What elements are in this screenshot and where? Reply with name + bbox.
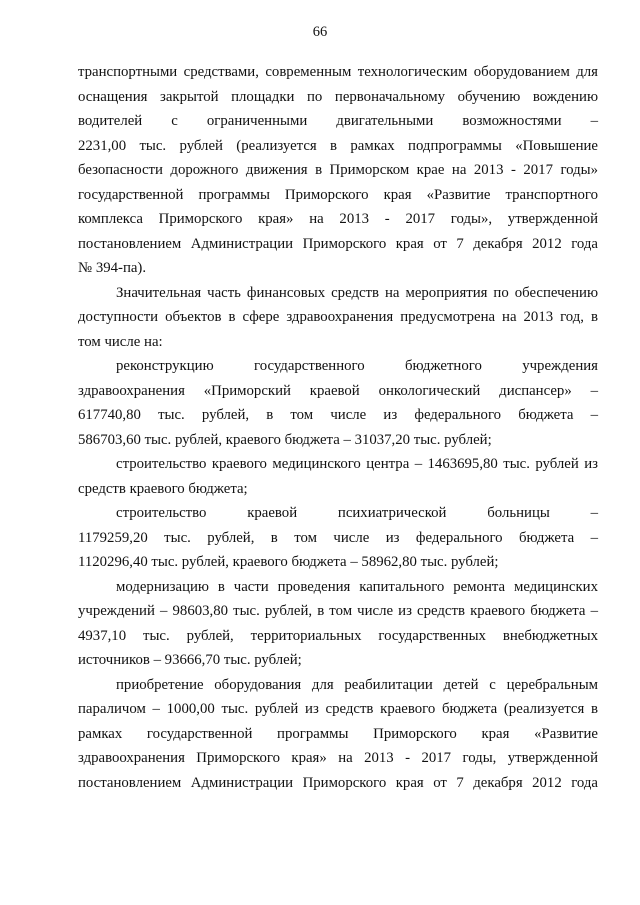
text-line: Значительная часть финансовых средств на мероприятия по обеспечению — [116, 284, 598, 301]
text-line: строительство краевой психиатрической больницы – — [116, 505, 598, 521]
text-line: здравоохранения «Приморский краевой онкологический диспансер» – — [78, 382, 598, 399]
page-number: 66 — [312, 24, 328, 40]
text-line: оснащения закрытой площадки по первоначальному обучению вождению — [78, 88, 598, 105]
text-line: транспортными средствами, современным технологическим оборудованием для — [78, 64, 598, 80]
text-line: средств краевого бюджета; — [78, 480, 248, 497]
text-line: учреждений – 98603,80 тыс. рублей, в том числе из средств краевого бюджета – — [78, 603, 598, 619]
text-line: доступности объектов в сфере здравоохранения предусмотрена на 2013 год, в — [78, 309, 598, 325]
text-line: строительство краевого медицинского центра – 1463695,80 тыс. рублей из — [116, 456, 598, 472]
text-line: водителей с ограниченными двигательными возможностями – — [78, 113, 598, 129]
text-line: постановлением Администрации Приморского края от 7 декабря 2012 года — [78, 235, 598, 252]
text-line: здравоохранения Приморского края» на 2013 - 2017 годы, утвержденной — [78, 750, 598, 766]
document-body — [78, 60, 598, 795]
text-line: 617740,80 тыс. рублей, в том числе из федерального бюджета – — [78, 407, 598, 423]
text-line: источников – 93666,70 тыс. рублей; — [78, 652, 302, 668]
text-line: постановлением Администрации Приморского края от 7 декабря 2012 года — [78, 774, 598, 791]
text-line: реконструкцию государственного бюджетного учреждения — [116, 358, 598, 374]
text-line: параличом – 1000,00 тыс. рублей из средств краевого бюджета (реализуется в — [78, 701, 598, 717]
text-line: комплекса Приморского края» на 2013 - 2017 годы», утвержденной — [78, 211, 598, 227]
text-line: модернизацию в части проведения капитального ремонта медицинских — [116, 578, 598, 595]
text-line: 4937,10 тыс. рублей, территориальных государственных внебюджетных — [78, 627, 598, 644]
text-line: том числе на: — [78, 333, 163, 350]
text-line: рамках государственной программы Приморского края «Развитие — [78, 725, 598, 742]
text-line: 1120296,40 тыс. рублей, краевого бюджета – 58962,80 тыс. рублей; — [78, 554, 499, 570]
text-line: безопасности дорожного движения в Приморском крае на 2013 - 2017 годы» — [78, 162, 598, 178]
text-line: государственной программы Приморского края «Развитие транспортного — [78, 186, 598, 203]
text-line: 1179259,20 тыс. рублей, в том числе из федерального бюджета – — [78, 529, 598, 546]
text-line: № 394-па). — [78, 260, 147, 276]
text-line: приобретение оборудования для реабилитации детей с церебральным — [116, 676, 598, 693]
text-line: 586703,60 тыс. рублей, краевого бюджета – 31037,20 тыс. рублей; — [78, 431, 492, 448]
text-line: 2231,00 тыс. рублей (реализуется в рамках подпрограммы «Повышение — [78, 137, 598, 154]
